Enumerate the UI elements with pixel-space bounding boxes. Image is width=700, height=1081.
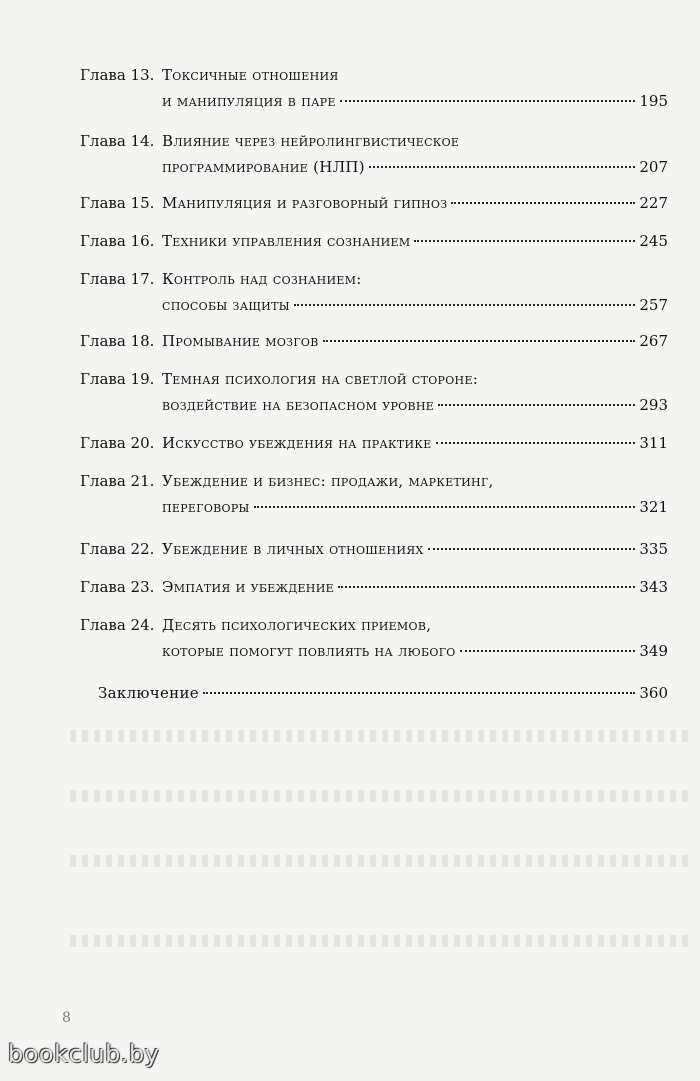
dot-leader	[428, 548, 636, 550]
toc-entry-15[interactable]	[80, 190, 668, 216]
chapter-title-line-1: Влияние через нейролингвистическое	[162, 132, 460, 150]
dot-leader	[254, 506, 636, 508]
conclusion-title: Заключение	[98, 684, 199, 702]
page-number: 207	[639, 158, 668, 176]
chapter-title-line-1: Десять психологических приемов,	[162, 616, 432, 634]
site-watermark: bookclub.by	[8, 1040, 160, 1068]
chapter-title-line-2: программирование (НЛП)	[162, 158, 365, 176]
chapter-title: Промывание мозгов	[162, 332, 319, 350]
chapter-number: Глава 24.	[80, 616, 155, 634]
page-number: 257	[639, 296, 668, 314]
chapter-number: Глава 16.	[80, 232, 155, 250]
chapter-title: Убеждение в личных отношениях	[162, 540, 424, 558]
chapter-number: Глава 22.	[80, 540, 155, 558]
chapter-number: Глава 18.	[80, 332, 155, 350]
chapter-title: Эмпатия и убеждение	[162, 578, 334, 596]
chapter-number: Глава 21.	[80, 472, 155, 490]
toc-entry-24[interactable]	[80, 612, 668, 664]
chapter-title: Манипуляция и разговорный гипноз	[162, 194, 448, 212]
dot-leader	[414, 240, 635, 242]
chapter-title-line-1: Контроль над сознанием:	[162, 270, 362, 288]
chapter-number: Глава 17.	[80, 270, 155, 288]
chapter-number: Глава 15.	[80, 194, 155, 212]
chapter-number: Глава 23.	[80, 578, 155, 596]
chapter-title-line-2: переговоры	[162, 498, 250, 516]
toc-entry-18[interactable]	[80, 328, 668, 354]
chapter-title-line-2: способы защиты	[162, 296, 290, 314]
dot-leader	[438, 404, 635, 406]
page-number: 311	[639, 434, 668, 452]
dot-leader	[203, 692, 635, 694]
chapter-number: Глава 13.	[80, 66, 155, 84]
toc-entry-23[interactable]	[80, 574, 668, 600]
dot-leader	[436, 442, 636, 444]
toc-entry-19[interactable]	[80, 366, 668, 418]
toc-entry-20[interactable]	[80, 430, 668, 456]
chapter-title-line-2: и манипуляция в паре	[162, 92, 336, 110]
dot-leader	[338, 586, 635, 588]
chapter-title: Техники управления сознанием	[162, 232, 411, 250]
chapter-number: Глава 14.	[80, 132, 155, 150]
toc-entry-22[interactable]	[80, 536, 668, 562]
dot-leader	[451, 202, 635, 204]
chapter-number: Глава 19.	[80, 370, 155, 388]
page-number: 349	[639, 642, 668, 660]
page-number-mark: 8	[62, 1010, 71, 1026]
chapter-title: Искусство убеждения на практике	[162, 434, 432, 452]
page-number: 227	[639, 194, 668, 212]
dot-leader	[323, 340, 636, 342]
page-number: 360	[639, 684, 668, 702]
toc-entry-13[interactable]	[80, 62, 668, 114]
chapter-title-line-2: воздействие на безопасном уровне	[162, 396, 435, 414]
chapter-title-line-2: которые помогут повлиять на любого	[162, 642, 456, 660]
dot-leader	[460, 650, 636, 652]
toc-entry-17[interactable]	[80, 266, 668, 318]
dot-leader	[340, 100, 636, 102]
chapter-number: Глава 20.	[80, 434, 155, 452]
page-number: 343	[639, 578, 668, 596]
page-number: 335	[639, 540, 668, 558]
toc-entry-16[interactable]	[80, 228, 668, 254]
chapter-title-line-1: Темная психология на светлой стороне:	[162, 370, 479, 388]
chapter-title-line-1: Токсичные отношения	[162, 66, 339, 84]
toc-entry-14[interactable]	[80, 128, 668, 180]
dot-leader	[294, 304, 636, 306]
page-number: 195	[639, 92, 668, 110]
page-number: 321	[639, 498, 668, 516]
page-number: 267	[639, 332, 668, 350]
page-number: 245	[639, 232, 668, 250]
page-number: 293	[639, 396, 668, 414]
chapter-title-line-1: Убеждение и бизнес: продажи, маркетинг,	[162, 472, 494, 490]
dot-leader	[369, 166, 635, 168]
toc-entry-conclusion[interactable]	[80, 680, 668, 706]
toc-entry-21[interactable]	[80, 468, 668, 520]
